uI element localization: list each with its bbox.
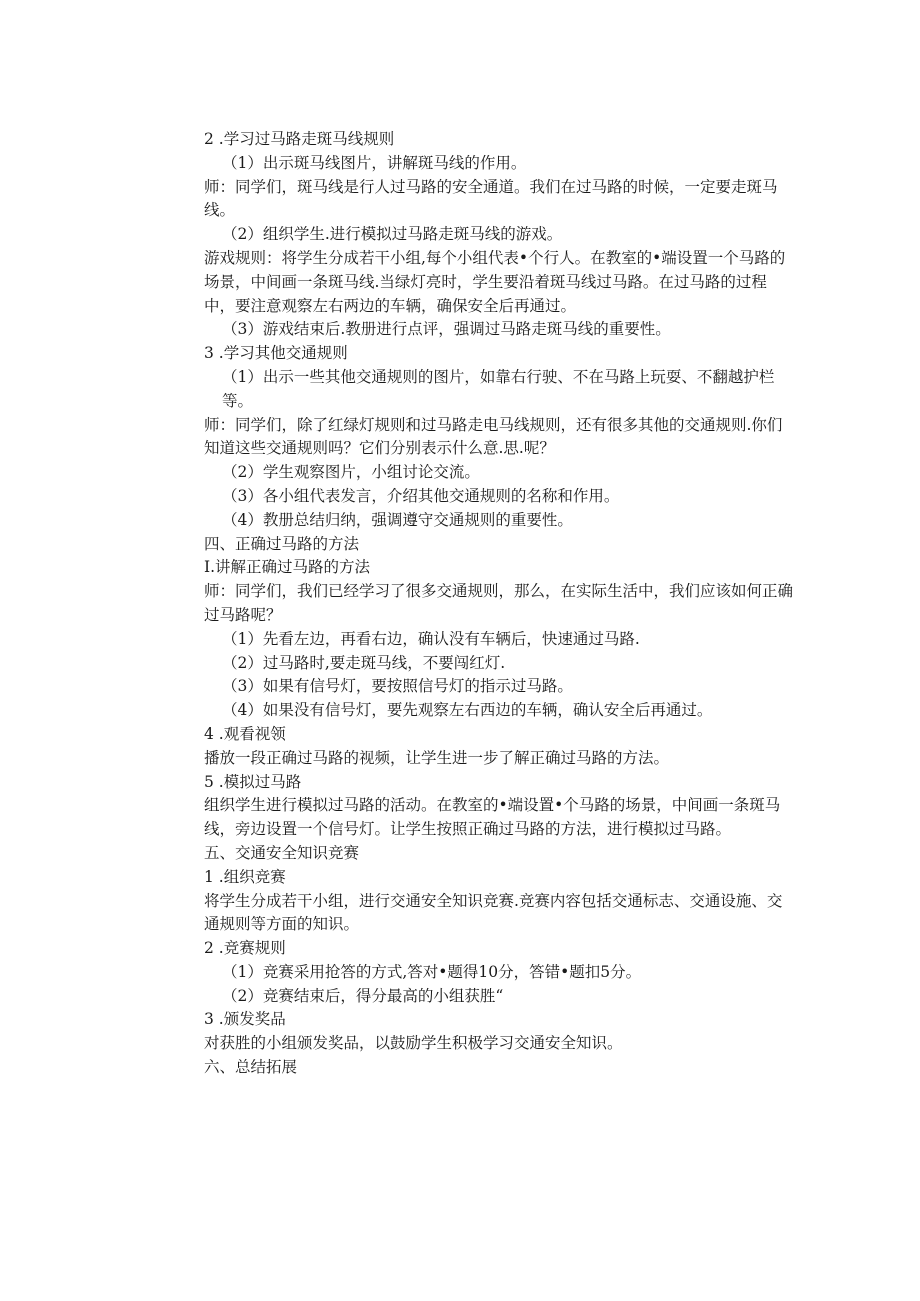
paragraph: 游戏规则：将学生分成若干小组,每个小组代表•个行人。在教室的•端设置一个马路的场景，中间画一条斑马线.当绿灯亮时，学生要沿着斑马线过马路。在过马路的过程中，要注意观察左右两边的车辆，确保安全后再通过。 (204, 248, 786, 315)
section-heading: 5 .模拟过马路 (204, 772, 302, 791)
paragraph: 师：同学们，除了红绿灯规则和过马路走电马线规则，还有很多其他的交通规则.你们知道这些交通规则吗？它们分别表示什么意.思.呢？ (204, 415, 783, 458)
list-item: （1）竞赛采用抢答的方式,答对•题得10分，答错•题扣5分。 (222, 962, 642, 981)
list-item: （1）出示一些其他交通规则的图片，如靠右行驶、不在马路上玩耍、不翻越护栏等。 (222, 367, 775, 410)
list-item: （4）教册总结归纳，强调遵守交通规则的重要性。 (222, 510, 573, 529)
paragraph: 播放一段正确过马路的视频，让学生进一步了解正确过马路的方法。 (204, 748, 670, 767)
paragraph: 对获胜的小组颁发奖品，以鼓励学生积极学习交通安全知识。 (204, 1034, 623, 1053)
paragraph: 组织学生进行模拟过马路的活动。在教室的•端设置•个马路的场景，中间画一条斑马线，旁边设置一个信号灯。让学生按照正确过马路的方法，进行模拟过马路。 (204, 796, 781, 839)
section-heading: 1 .组织竞赛 (204, 867, 286, 886)
chapter-heading: 四、正确过马路的方法 (204, 534, 360, 553)
list-item: （2）竞赛结束后，得分最高的小组获胜“ (222, 986, 504, 1005)
list-item: （3）各小组代表发言，介绍其他交通规则的名称和作用。 (222, 486, 620, 505)
section-heading: 3 .学习其他交通规则 (204, 344, 348, 363)
section-heading: 2 .竞赛规则 (204, 939, 286, 958)
section-heading: 3 .颁发奖品 (204, 1010, 286, 1029)
paragraph: 师：同学们，斑马线是行人过马路的安全通道。我们在过马路的时候，一定要走斑马线。 (204, 177, 778, 220)
list-item: （2）过马路时,要走斑马线，不要闯红灯. (222, 653, 506, 672)
list-item: （3）如果有信号灯，要按照信号灯的指示过马路。 (222, 677, 573, 696)
list-item: （1）出示斑马线图片，讲解斑马线的作用。 (222, 153, 527, 172)
list-item: （1）先看左边，再看右边，确认没有车辆后，快速通过马路. (222, 629, 640, 648)
section-heading: 4 .观看视领 (204, 724, 286, 743)
list-item: （4）如果没有信号灯，要先观察左右西边的车辆，确认安全后再通过。 (222, 701, 713, 720)
chapter-heading: 五、交通安全知识竞赛 (204, 843, 360, 862)
document-body (204, 128, 796, 1080)
list-item: （2）学生观察图片，小组讨论交流。 (222, 463, 480, 482)
list-item: （3）游戏结束后.教册进行点评，强调过马路走斑马线的重要性。 (222, 320, 671, 339)
list-item: （2）组织学生.进行模拟过马路走斑马线的游戏。 (222, 225, 563, 244)
paragraph: 将学生分成若干小组，进行交通安全知识竞赛.竞赛内容包括交通标志、交通设施、交通规则等方面的知识。 (204, 891, 783, 934)
chapter-heading: 六、总结拓展 (204, 1058, 298, 1077)
section-heading: 2 .学习过马路走斑马线规则 (204, 130, 395, 148)
section-heading: I.讲解正确过马路的方法 (204, 558, 371, 577)
paragraph: 师：同学们，我们已经学习了很多交通规则，那么，在实际生活中，我们应该如何正确过马路呢？ (204, 582, 794, 624)
